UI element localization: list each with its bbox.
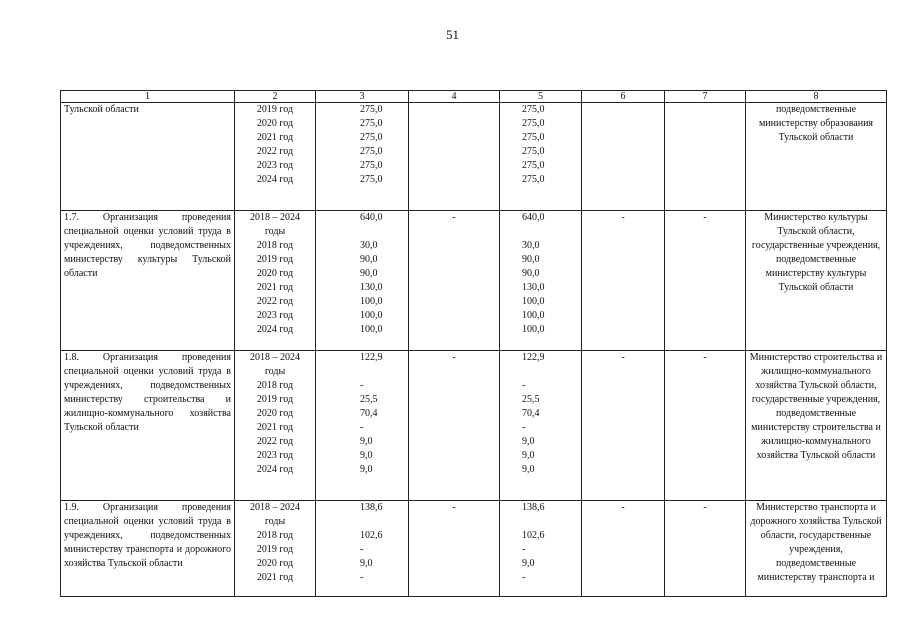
col-header-8: 8 [746,91,887,103]
col3-value [360,225,405,239]
years-value: 2023 год [256,160,294,171]
years-value: 2018 – 2024 [250,212,300,223]
header-row [61,91,887,103]
years-value: 2018 год [256,380,294,391]
years-value: 2021 год [256,572,294,583]
col3-value: 100,0 [360,296,383,307]
col5-value: 9,0 [522,464,535,475]
other-funding-cell: - [665,501,746,597]
col3-value: 90,0 [360,268,378,279]
years-value: 2021 год [256,282,294,293]
col-header-2: 2 [235,91,316,103]
regional-funding-cell [500,211,582,351]
activity-cell: Тульской области [61,103,235,211]
col-header-1: 1 [61,91,235,103]
federal-funding-cell: - [409,211,500,351]
col5-value: 640,0 [522,212,545,223]
years-value: 2019 год [256,254,294,265]
years-value: годы [264,226,286,237]
activity-cell: 1.8. Организация проведения специальной оценки условий труда в учреждениях, подведомственных министерству строительства и жилищно-коммунального хозяйства Тульской области [61,351,235,501]
years-value: 2018 – 2024 [250,502,300,513]
col5-value: 100,0 [522,296,545,307]
municipal-funding-cell [582,103,665,211]
col3-value: 102,6 [360,530,383,541]
regional-funding-cell [500,501,582,597]
responsible-cell: Министерство строительства и жилищно-коммунального хозяйства Тульской области, государственные учреждения, подведомственные министерству строительства и жилищно-коммунального хозяйства Тульской области [746,351,887,501]
col5-value: 275,0 [522,146,545,157]
col3-value: 90,0 [360,254,378,265]
col3-value: - [360,544,364,555]
col3-value: 640,0 [360,212,383,223]
other-funding-cell: - [665,351,746,501]
years-value: 2019 год [256,104,294,115]
program-table [60,90,887,597]
responsible-cell: Министерство транспорта и дорожного хозяйства Тульской области, государственные учреждения, подведомственные министерству транспорта и [746,501,887,597]
years-value: 2018 – 2024 [250,352,300,363]
years-value: 2022 год [256,146,294,157]
col3-value: 275,0 [360,132,383,143]
col3-value: 275,0 [360,174,383,185]
municipal-funding-cell: - [582,501,665,597]
responsible-cell: подведомственные министерству образования Тульской области [746,103,887,211]
col5-value: 70,4 [522,408,540,419]
col5-value: 90,0 [522,268,540,279]
other-funding-cell [665,103,746,211]
col5-value: 25,5 [522,394,540,405]
activity-cell: 1.7. Организация проведения специальной оценки условий труда в учреждениях, подведомственных министерству культуры Тульской области [61,211,235,351]
col5-value: - [522,380,526,391]
col5-value: 275,0 [522,118,545,129]
col5-value: 9,0 [522,450,535,461]
col5-value: 275,0 [522,132,545,143]
col5-value: 275,0 [522,160,545,171]
years-value: 2021 год [256,132,294,143]
years-value: 2018 год [256,530,294,541]
col5-value: 9,0 [522,436,535,447]
col3-value: 9,0 [360,436,373,447]
col5-value [522,225,578,239]
municipal-funding-cell: - [582,211,665,351]
col-header-5: 5 [500,91,582,103]
years-value: годы [264,516,286,527]
table-row [61,103,887,211]
col5-value: 102,6 [522,530,545,541]
col5-value: 100,0 [522,324,545,335]
col3-value: 30,0 [360,240,378,251]
responsible-cell: Министерство культуры Тульской области, государственные учреждения, подведомственные министерству культуры Тульской области [746,211,887,351]
col-header-7: 7 [665,91,746,103]
other-funding-cell: - [665,211,746,351]
period-cell [235,211,316,351]
municipal-funding-cell: - [582,351,665,501]
years-value: 2023 год [256,450,294,461]
col3-value: 25,5 [360,394,378,405]
col3-value: - [360,422,364,433]
years-value: 2023 год [256,310,294,321]
table-row [61,351,887,501]
col3-value: 9,0 [360,464,373,475]
col5-value [522,515,578,529]
col3-value: 275,0 [360,160,383,171]
col5-value: - [522,422,526,433]
col5-value [522,365,578,379]
table-row [61,211,887,351]
regional-funding-cell [500,103,582,211]
col5-value: 130,0 [522,282,545,293]
total-funding-cell [316,351,409,501]
years-value: 2020 год [256,268,294,279]
col3-value: 100,0 [360,324,383,335]
col5-value: 122,9 [522,352,545,363]
col-header-4: 4 [409,91,500,103]
col3-value [360,515,405,529]
years-value: годы [264,366,286,377]
col3-value: 275,0 [360,146,383,157]
period-cell [235,501,316,597]
col-header-3: 3 [316,91,409,103]
col5-value: 275,0 [522,104,545,115]
table-row [61,501,887,597]
activity-cell: 1.9. Организация проведения специальной оценки условий труда в учреждениях, подведомственных министерству транспорта и дорожного хозяйства Тульской области [61,501,235,597]
col3-value: 122,9 [360,352,383,363]
years-value: 2018 год [256,240,294,251]
col-header-6: 6 [582,91,665,103]
col3-value: 275,0 [360,104,383,115]
federal-funding-cell [409,103,500,211]
total-funding-cell [316,211,409,351]
col5-value: 275,0 [522,174,545,185]
years-value: 2022 год [256,436,294,447]
col3-value: 275,0 [360,118,383,129]
years-value: 2024 год [256,174,294,185]
period-cell [235,351,316,501]
total-funding-cell [316,501,409,597]
years-value: 2020 год [256,118,294,129]
federal-funding-cell: - [409,501,500,597]
col3-value: 9,0 [360,450,373,461]
col3-value [360,365,405,379]
page-number: 51 [446,27,459,42]
col3-value: 9,0 [360,558,373,569]
col3-value: 130,0 [360,282,383,293]
years-value: 2024 год [256,324,294,335]
total-funding-cell [316,103,409,211]
col5-value: 138,6 [522,502,545,513]
col5-value: 30,0 [522,240,540,251]
col5-value: 100,0 [522,310,545,321]
col5-value: 9,0 [522,558,535,569]
col5-value: - [522,572,526,583]
col3-value: 70,4 [360,408,378,419]
col5-value: - [522,544,526,555]
regional-funding-cell [500,351,582,501]
years-value: 2020 год [256,558,294,569]
years-value: 2019 год [256,394,294,405]
col3-value: - [360,380,364,391]
col5-value: 90,0 [522,254,540,265]
years-value: 2020 год [256,408,294,419]
federal-funding-cell: - [409,351,500,501]
years-value: 2022 год [256,296,294,307]
col3-value: 100,0 [360,310,383,321]
years-value: 2019 год [256,544,294,555]
years-value: 2024 год [256,464,294,475]
col3-value: 138,6 [360,502,383,513]
col3-value: - [360,572,364,583]
years-value: 2021 год [256,422,294,433]
period-cell [235,103,316,211]
